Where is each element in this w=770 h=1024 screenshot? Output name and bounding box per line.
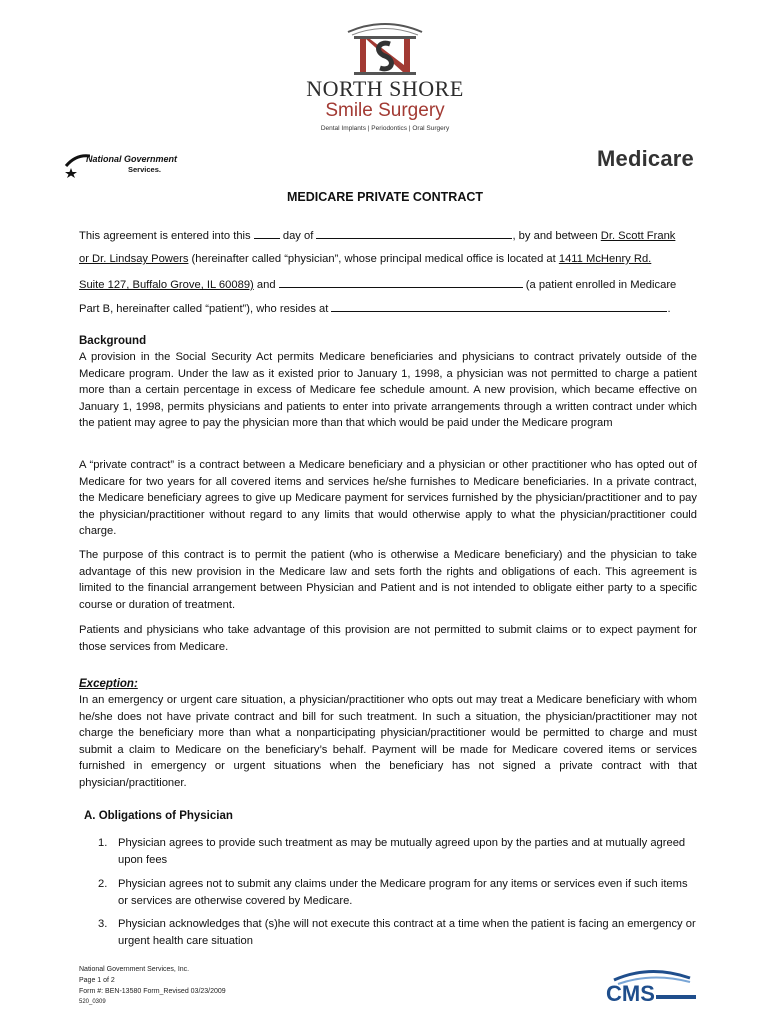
ngs-logo (64, 152, 204, 182)
day-field[interactable] (254, 227, 280, 239)
intro-line-4 (79, 300, 699, 317)
physician-name-2: or Dr. Lindsay Powers (79, 253, 189, 265)
intro-line-3 (79, 276, 699, 293)
footer-form: Form #: BEN-13580 Form_Revised 03/23/2009 (79, 988, 226, 995)
ngs-name-line2: Services. (128, 165, 161, 174)
intro-text: This agreement is entered into this (79, 230, 251, 242)
list-number: 3. (98, 918, 108, 930)
intro-text: (a patient enrolled in Medicare (525, 279, 677, 291)
intro-text: . (667, 303, 671, 315)
exception-heading: Exception: (79, 678, 138, 690)
list-item-text: Physician agrees not to submit any claims under the Medicare program for any items or services even if such items or services are otherwise covered by Medicare. (118, 878, 688, 907)
north-shore-logo (300, 18, 470, 136)
brand-tagline: Dental Implants | Periodontics | Oral Surgery (320, 125, 450, 132)
document-title: MEDICARE PRIVATE CONTRACT (286, 190, 484, 204)
patient-name-field[interactable] (279, 276, 523, 288)
background-paragraph-1: A provision in the Social Security Act permits Medicare beneficiaries and physicians to contract privately outside of the Medicare program. Under the law as it existed prior to January 1, 1998, a physician was not permitted to charge a patient more than a certain percentage in excess of Medicare fee schedule amount. A new provision, which became effective on January 1, 1998, permits physicians and patients to enter into private arrangements through a written contract under which the patient may agree to pay the physician more than that which would be paid under the Medicare program (79, 351, 697, 429)
brand-name-line2: Smile Surgery (325, 100, 445, 121)
office-address-1: 1411 McHenry Rd. (558, 253, 652, 265)
intro-text: and (253, 279, 276, 291)
intro-line-1 (79, 227, 699, 244)
office-address-2: Suite 127, Buffalo Grove, IL 60089) (79, 279, 254, 291)
background-paragraph-4: Patients and physicians who take advantage of this provision are not permitted to submit claims or to expect payment for those services from Medicare. (79, 624, 697, 653)
cms-logo-icon (600, 968, 700, 1008)
cms-text: CMS (606, 981, 655, 1006)
exception-paragraph: In an emergency or urgent care situation, a physician/practitioner who opts out may treat a Medicare beneficiary with whom he/she does not have private contract and bill for such treatment. In such a situation, the physician/practitioner may not charge the beneficiary more than what a nonparticipating physician/practitioner would be permitted to charge and must submit a claim to Medicare on the beneficiary’s behalf. Payment will be made for Medicare covered items or services furnished in emergency or urgent situations when the beneficiary has not signed a private contract with that physician/practitioner. (79, 694, 697, 789)
obligation-item-2 (98, 876, 698, 910)
medicare-label: Medicare (597, 146, 694, 171)
cms-logo (600, 968, 700, 1008)
brand-name-line1: NORTH SHORE (306, 76, 464, 101)
physician-name-1: Dr. Scott Frank (600, 230, 676, 242)
intro-text: day of (282, 230, 314, 242)
footer-page: Page 1 of 2 (79, 977, 115, 984)
obligation-item-3 (98, 916, 698, 950)
list-item-text: Physician agrees to provide such treatment as may be mutually agreed upon by the parties and at mutually agreed upon fees (118, 837, 686, 866)
patient-address-field[interactable] (331, 300, 667, 312)
background-heading: Background (79, 335, 147, 347)
list-number: 2. (98, 878, 108, 890)
footer-code: 520_0309 (79, 999, 106, 1005)
footer-org: National Government Services, Inc. (79, 966, 190, 973)
intro-line-2 (79, 251, 699, 267)
background-paragraph-2: A “private contract” is a contract between a Medicare beneficiary and a physician or other practitioner who has opted out of Medicare for two years for all covered items and services he/she furnishes to Medicare beneficiaries. In a private contract, the Medicare beneficiary agrees to give up Medicare payment for services furnished by the physician/practitioner and to pay the physician/practitioner without regard to any limits that would otherwise apply to what the physician/practitioner could charge. (79, 459, 697, 537)
list-item-text: Physician acknowledges that (s)he will not execute this contract at a time when the patient is facing an emergency or urgent health care situation (118, 918, 696, 947)
ngs-name-line1: National Government (86, 154, 178, 164)
list-number: 1. (98, 837, 108, 849)
intro-text: Part B, hereinafter called “patient”), who resides at (79, 303, 329, 315)
ns-monogram-icon (340, 18, 430, 76)
background-paragraph-3: The purpose of this contract is to permit the patient (who is otherwise a Medicare beneficiary) and the physician to take advantage of this new provision in the Medicare law and sets forth the rights and obligations of each. This agreement is limited to the financial arrangement between Physician and Patient and is not intended to obligate either party to a specific course or duration of treatment. (79, 549, 697, 611)
obligation-item-1 (98, 835, 698, 869)
date-field[interactable] (316, 227, 512, 239)
intro-text: (hereinafter called “physician”, whose principal medical office is located at (188, 253, 559, 265)
obligations-heading: A. Obligations of Physician (84, 810, 233, 822)
footer (79, 964, 226, 1008)
intro-text: , by and between (512, 230, 598, 242)
